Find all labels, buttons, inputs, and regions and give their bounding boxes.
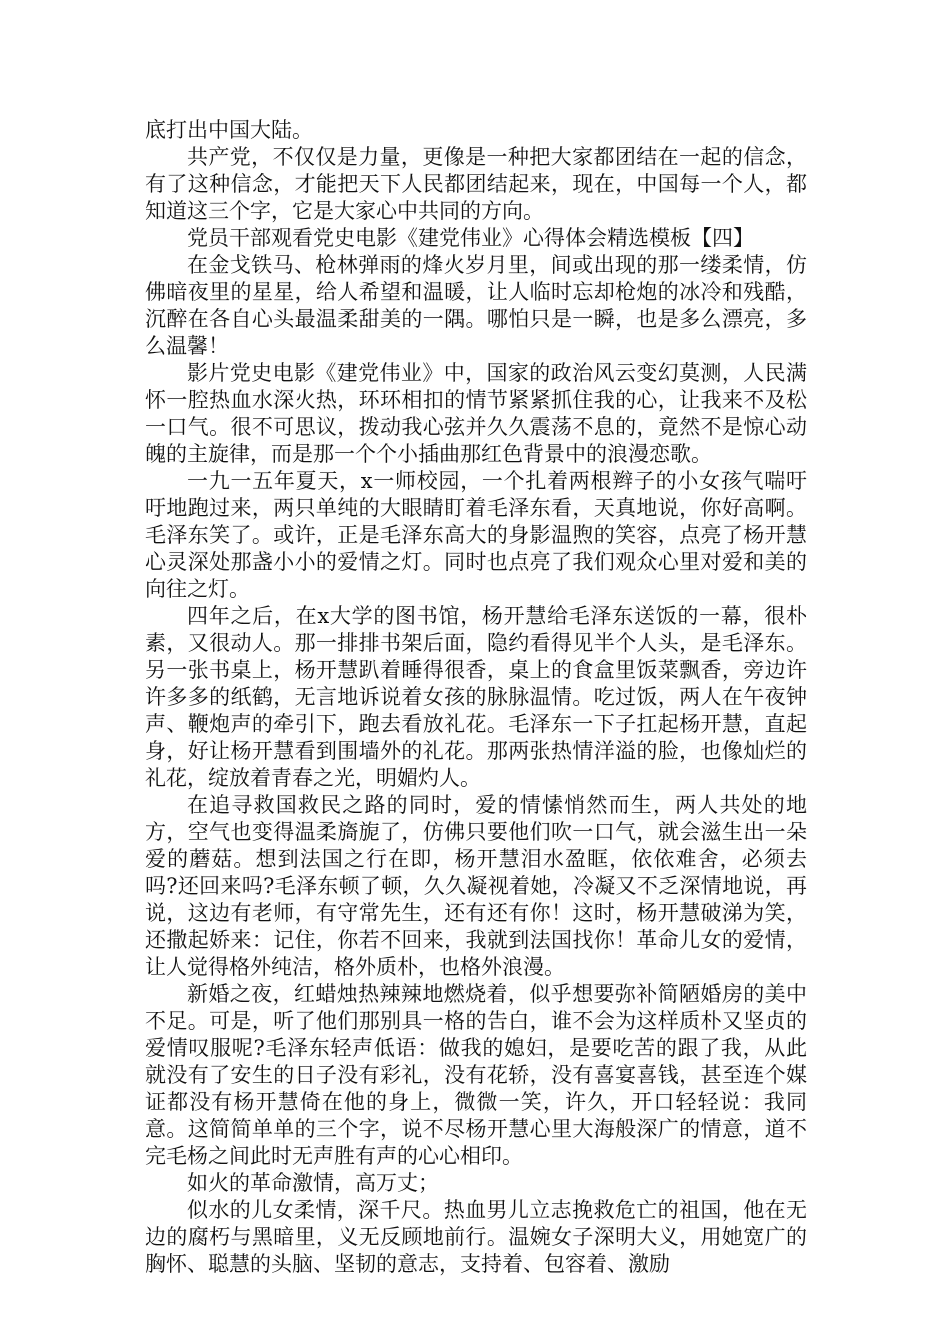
paragraph-8: 新婚之夜，红蜡烛热辣辣地燃烧着，似乎想要弥补简陋婚房的美中不足。可是，听了他们那别具一格的告白，谁不会为这样质朴又坚贞的爱情叹服呢?毛泽东轻声低语：做我的媳妇，是要吃苦的跟了我，从此就没有了安生的日子没有彩礼，没有花轿，没有喜宴喜钱，甚至连个媒证都没有杨开慧倚在他的身上，微微一笑，许久，开口轻轻说：我同意。这简简单单的三个字，说不尽杨开慧心里大海般深广的情意，道不完毛杨之间此时无声胜有声的心心相印。 — [145, 982, 807, 1168]
paragraph-9: 如火的革命激情，高万丈； — [187, 1171, 439, 1195]
paragraph-1: 底打出中国大陆。 — [145, 118, 313, 142]
paragraph-3: 在金戈铁马、枪林弹雨的烽火岁月里，间或出现的那一缕柔情，仿佛暗夜里的星星，给人希望和温暖，让人临时忘却枪炮的冰冷和残酷，沉醉在各自心头最温柔甜美的一隅。哪怕只是一瞬，也是多么漂亮，多么温馨！ — [145, 253, 807, 358]
paragraph-10: 似水的儿女柔情，深千尺。热血男儿立志挽救危亡的祖国，他在无边的腐朽与黑暗里，义无反顾地前行。温婉女子深明大义，用她宽广的胸怀、聪慧的头脑、坚韧的意志，支持着、包容着、激励 — [145, 1198, 807, 1276]
paragraph-7: 在追寻救国救民之路的同时，爱的情愫悄然而生，两人共处的地方，空气也变得温柔旖旎了，仿佛只要他们吹一口气，就会滋生出一朵爱的蘑菇。想到法国之行在即，杨开慧泪水盈眶，依依难舍，必须去吗?还回来吗?毛泽东顿了顿，久久凝视着她，冷凝又不乏深情地说，再说，这边有老师，有守常先生，还有还有你！这时，杨开慧破涕为笑，还撒起娇来：记住，你若不回来，我就到法国找你！革命儿女的爱情，让人觉得格外纯洁，格外质朴，也格外浪漫。 — [145, 793, 807, 979]
document-page — [145, 117, 807, 1278]
paragraph-2: 共产党，不仅仅是力量，更像是一种把大家都团结在一起的信念，有了这种信念，才能把天下人民都团结起来，现在，中国每一个人，都知道这三个字，它是大家心中共同的方向。 — [145, 145, 807, 223]
paragraph-5: 一九一五年夏天，x一师校园，一个扎着两根辫子的小女孩气喘吁吁地跑过来，两只单纯的大眼睛盯着毛泽东看，天真地说，你好高啊。毛泽东笑了。或许，正是毛泽东高大的身影温煦的笑容，点亮了杨开慧心灵深处那盏小小的爱情之灯。同时也点亮了我们观众心里对爱和美的向往之灯。 — [145, 469, 807, 601]
section-heading: 党员干部观看党史电影《建党伟业》心得体会精选模板【四】 — [187, 226, 754, 250]
paragraph-4: 影片党史电影《建党伟业》中，国家的政治风云变幻莫测，人民满怀一腔热血水深火热，环环相扣的情节紧紧抓住我的心，让我来不及松一口气。很不可思议，拨动我心弦并久久震荡不息的，竟然不是惊心动魄的主旋律，而是那一个个小插曲那红色背景中的浪漫恋歌。 — [145, 361, 807, 466]
paragraph-6: 四年之后，在x大学的图书馆，杨开慧给毛泽东送饭的一幕，很朴素，又很动人。那一排排书架后面，隐约看得见半个人头，是毛泽东。另一张书桌上，杨开慧趴着睡得很香，桌上的食盒里饭菜飘香，旁边许许多多的纸鹤，无言地诉说着女孩的脉脉温情。吃过饭，两人在午夜钟声、鞭炮声的牵引下，跑去看放礼花。毛泽东一下子扛起杨开慧，直起身，好让杨开慧看到围墙外的礼花。那两张热情洋溢的脸，也像灿烂的礼花，绽放着青春之光，明媚灼人。 — [145, 604, 807, 790]
